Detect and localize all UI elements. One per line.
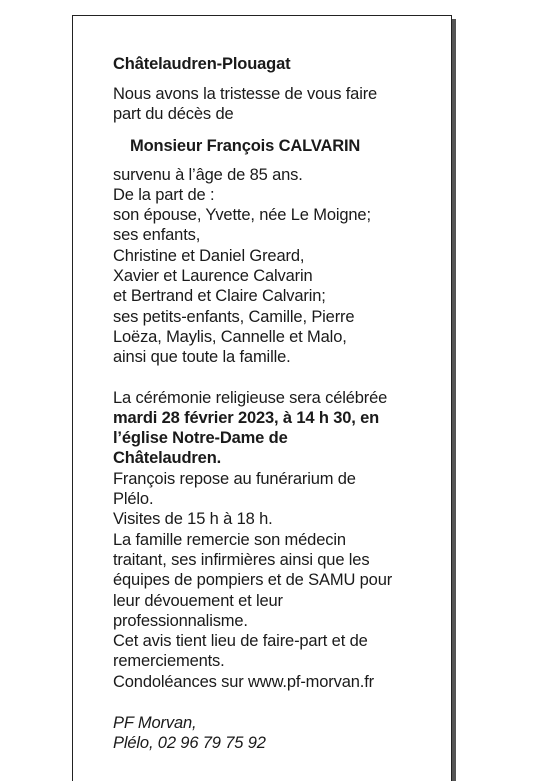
- info-line: Visites de 15 h à 18 h.: [113, 510, 273, 529]
- info-line: La famille remercie son médecin: [113, 530, 346, 549]
- info-line: remerciements.: [113, 652, 225, 671]
- family-line: Xavier et Laurence Calvarin: [113, 267, 313, 286]
- ceremony-intro: La cérémonie religieuse sera célébrée: [113, 388, 388, 407]
- info-line: Condoléances sur www.pf-morvan.fr: [113, 672, 374, 691]
- deceased-name: Monsieur François CALVARIN: [130, 136, 361, 155]
- signature-line: Plélo, 02 96 79 75 92: [113, 734, 266, 753]
- spacer: [113, 368, 451, 388]
- signature-line: PF Morvan,: [113, 714, 197, 733]
- info-line: équipes de pompiers et de SAMU pour: [113, 571, 393, 590]
- family-line: ainsi que toute la famille.: [113, 348, 291, 367]
- notice-place: Châtelaudren-Plouagat: [113, 55, 291, 73]
- family-line: son épouse, Yvette, née Le Moigne;: [113, 206, 371, 225]
- family-line: Loëza, Maylis, Cannelle et Malo,: [113, 327, 347, 346]
- info-line: professionnalisme.: [113, 611, 248, 630]
- family-line: Christine et Daniel Greard,: [113, 246, 305, 265]
- info-line: leur dévouement et leur: [113, 591, 283, 610]
- signature: [113, 713, 451, 754]
- family-line: ses enfants,: [113, 226, 201, 245]
- family-line: ses petits-enfants, Camille, Pierre: [113, 307, 355, 326]
- info-line: Cet avis tient lieu de faire-part et de: [113, 632, 368, 651]
- family-line: De la part de :: [113, 185, 215, 204]
- info-line: François repose au funérarium de: [113, 469, 356, 488]
- intro-line: part du décès de: [113, 105, 234, 124]
- info-line: Plélo.: [113, 490, 154, 509]
- family-text: [113, 165, 451, 368]
- family-line: survenu à l’âge de 85 ans.: [113, 165, 303, 184]
- family-line: et Bertrand et Claire Calvarin;: [113, 287, 326, 306]
- intro-text: [113, 84, 451, 125]
- spacer: [113, 692, 451, 713]
- info-line: traitant, ses infirmières ainsi que les: [113, 550, 370, 569]
- obituary-notice: [72, 15, 452, 781]
- ceremony-text: [113, 388, 451, 469]
- info-text: [113, 469, 451, 692]
- ceremony-detail-line: l’église Notre-Dame de: [113, 429, 288, 448]
- ceremony-detail-line: Châtelaudren.: [113, 449, 222, 468]
- intro-line: Nous avons la tristesse de vous faire: [113, 85, 378, 103]
- ceremony-detail-line: mardi 28 février 2023, à 14 h 30, en: [113, 408, 380, 427]
